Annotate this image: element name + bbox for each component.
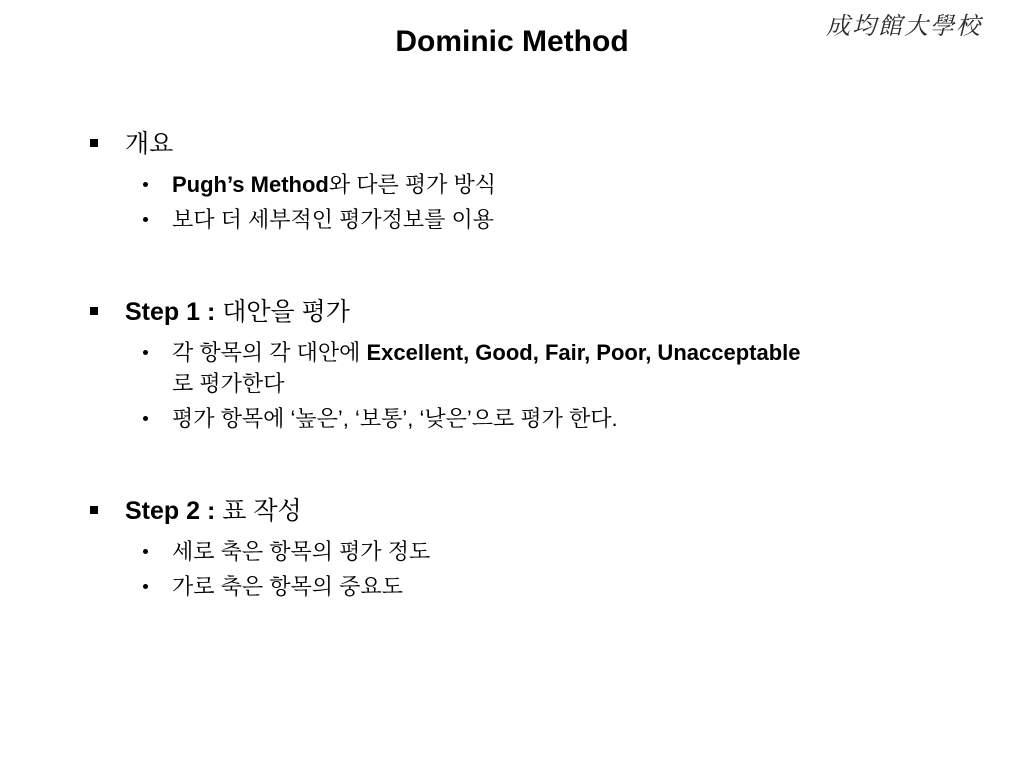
heading-bold-text: Step 1 :	[125, 298, 216, 326]
university-logo: 成均館大學校	[826, 12, 982, 40]
dot-bullet-icon	[143, 182, 148, 187]
heading-text: 표 작성	[215, 497, 302, 525]
section-step-2	[0, 496, 1024, 606]
item-text: 평가 항목에 ‘높은’, ‘보통’, ‘낮은’으로 평가 한다.	[172, 406, 618, 431]
slide-title: Dominic Method	[395, 25, 629, 58]
dot-bullet-icon	[143, 217, 148, 222]
section-overview	[0, 129, 1024, 239]
list-item	[0, 536, 1024, 567]
list-item	[0, 204, 1024, 235]
section-step-1	[0, 297, 1024, 438]
item-text: 와 다른 평가 방식	[328, 172, 496, 197]
item-bold-text: Excellent, Good, Fair, Poor, Unacceptable	[366, 340, 801, 365]
item-text: 가로 축은 항목의 중요도	[172, 574, 403, 599]
list-item	[0, 403, 1024, 434]
list-item	[0, 337, 1024, 399]
dot-bullet-icon	[143, 584, 148, 589]
square-bullet-icon	[90, 506, 98, 514]
dot-bullet-icon	[143, 549, 148, 554]
item-text-suffix: 로 평가한다	[172, 371, 285, 396]
item-text: 각 항목의 각 대안에	[172, 340, 367, 365]
section-heading	[0, 496, 1024, 536]
section-heading	[0, 129, 1024, 169]
heading-text: 대안을 평가	[215, 298, 350, 326]
heading-bold-text: Step 2 :	[125, 497, 216, 525]
dot-bullet-icon	[143, 416, 148, 421]
square-bullet-icon	[90, 307, 98, 315]
item-text: 보다 더 세부적인 평가정보를 이용	[172, 207, 494, 232]
heading-text: 개요	[125, 130, 174, 158]
list-item	[0, 169, 1024, 200]
dot-bullet-icon	[143, 350, 148, 355]
item-bold-text: Pugh’s Method	[172, 172, 329, 197]
square-bullet-icon	[90, 139, 98, 147]
item-text: 세로 축은 항목의 평가 정도	[172, 539, 431, 564]
list-item	[0, 571, 1024, 602]
section-heading	[0, 297, 1024, 337]
